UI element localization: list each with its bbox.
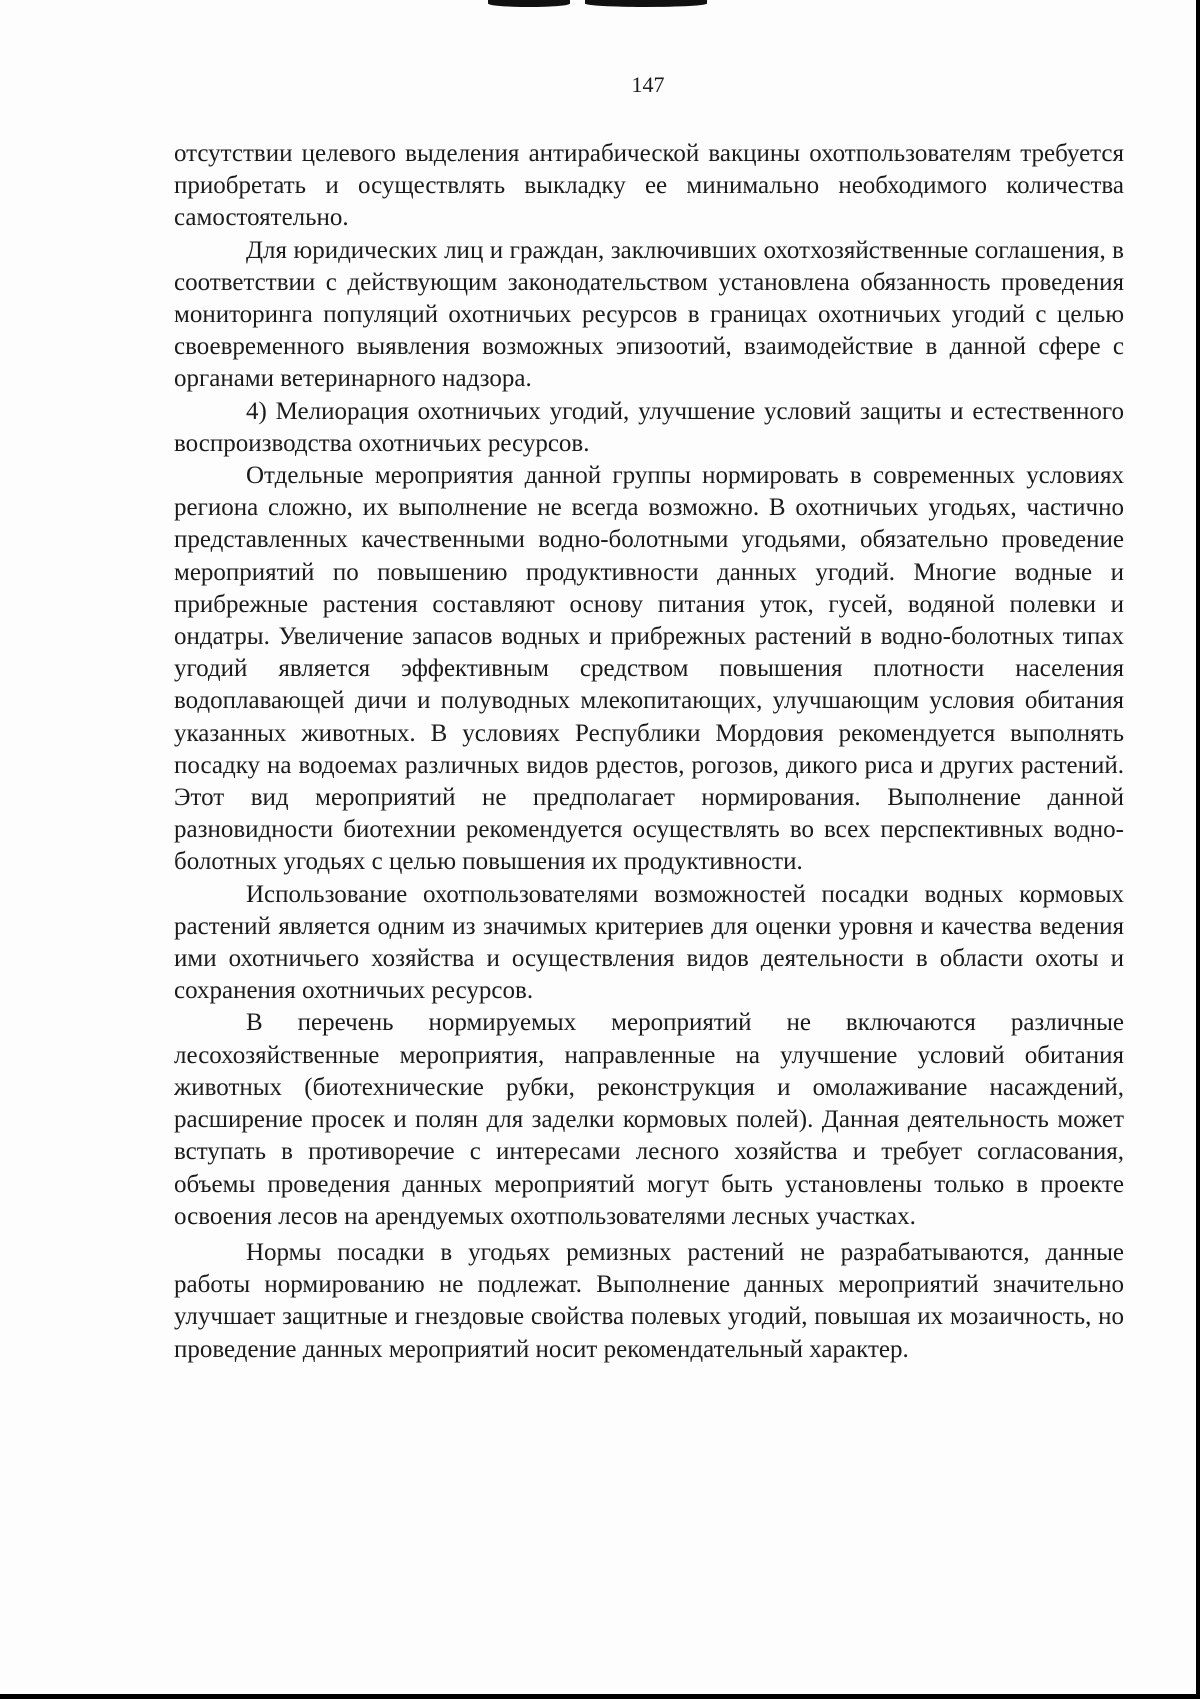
paragraph-section-4-heading: 4) Мелиорация охотничьих угодий, улучшение условий защиты и естественного воспроизводства охотничьих ресурсов. (174, 397, 1124, 457)
paragraph-forestry-measures: В перечень нормируемых мероприятий не включаются различные лесохозяйственные мероприятия, направленные на улучшение условий обитания животных (биотехнические рубки, реконструкция и омолаживание насаждений, расширение просек и полян для заделки кормовых полей). Данная деятельность может вступать в противоречие с интересами лесного хозяйства и требует согласования, объемы проведения данных мероприятий могут быть установлены только в проекте освоения лесов на арендуемых охотпользователями лесных участках. (174, 1009, 1124, 1230)
binder-mark-left (488, 0, 570, 7)
paragraph-continuation: отсутствии целевого выделения антирабической вакцины охотпользователям требуется приобретать и осуществлять выкладку ее минимально необходимого количества самостоятельно. (174, 140, 1124, 232)
body-text (174, 138, 1124, 1366)
paragraph-remise-plants: Нормы посадки в угодьях ремизных растений не разрабатываются, данные работы нормированию не подлежат. Выполнение данных мероприятий значительно улучшает защитные и гнездовые свойства полевых угодий, повышая их мозаичность, но проведение данных мероприятий носит рекомендательный характер. (174, 1238, 1124, 1363)
paragraph-aquatic-plants: Использование охотпользователями возможностей посадки водных кормовых растений является одним из значимых критериев для оценки уровня и качества ведения ими охотничьего хозяйства и осуществления видов деятельности в области охоты и сохранения охотничьих ресурсов. (174, 880, 1124, 1005)
paragraph-wetland-measures: Отдельные мероприятия данной группы нормировать в современных условиях региона сложно, их выполнение не всегда возможно. В охотничьих угодьях, частично представленных качественными водно-болотными угодьями, обязательно проведение мероприятий по повышению продуктивности данных угодий. Многие водные и прибрежные растения составляют основу питания уток, гусей, водяной полевки и ондатры. Увеличение запасов водных и прибрежных растений в водно-болотных типах угодий является эффективным средством повышения плотности населения водоплавающей дичи и полуводных млекопитающих, улучшающим условия обитания указанных животных. В условиях Республики Мордовия рекомендуется выполнять посадку на водоемах различных видов рдестов, рогозов, дикого риса и других растений. Этот вид мероприятий не предполагает нормирования. Выполнение данной разновидности биотехнии рекомендуется осуществлять во всех перспективных водно-болотных угодьях с целью повышения их продуктивности. (174, 462, 1124, 876)
page-number: 147 (631, 72, 665, 97)
binder-mark-right (585, 0, 707, 7)
paragraph-monitoring: Для юридических лиц и граждан, заключивших охотхозяйственные соглашения, в соответствии с действующим законодательством установлена обязанность проведения мониторинга популяций охотничьих ресурсов в границах охотничьих угодий с целью своевременного выявления возможных эпизоотий, взаимодействие в данной сфере с органами ветеринарного надзора. (174, 236, 1124, 393)
